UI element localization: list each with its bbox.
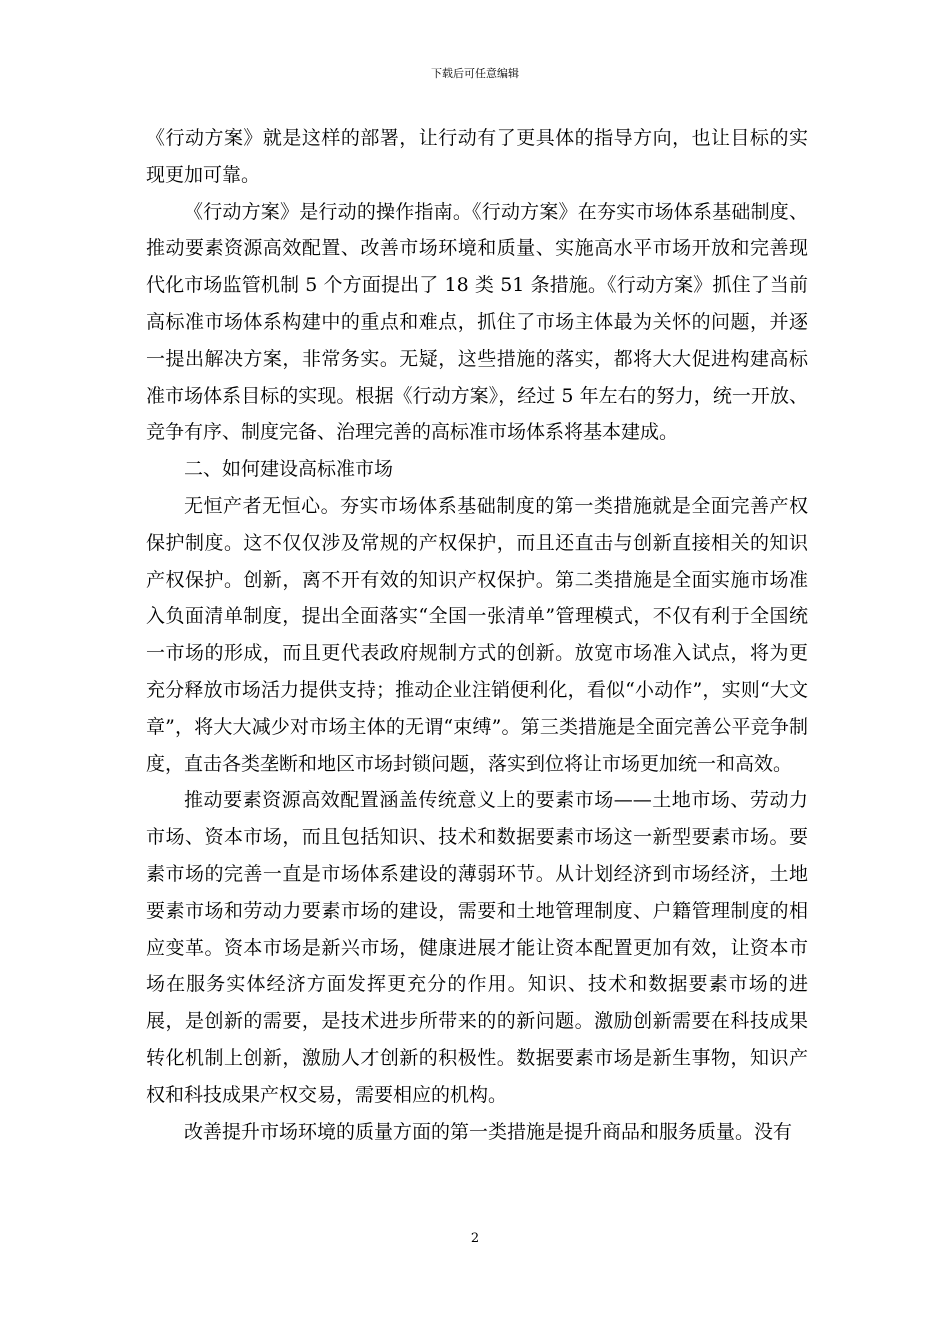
page-header: 下载后可任意编辑 [431,67,519,80]
page-number: 2 [470,1231,480,1246]
paragraph-2: 《行动方案》是行动的操作指南。《行动方案》在夯实市场体系基础制度、推动要素资源高效配置、改善市场环境和质量、实施高水平市场开放和完善现代化市场监管机制 5 个方面提出了 18 类 51 条措施。《行动方案》抓住了当前高标准市场体系构建中的重点和难点，抓住了市场主体最为关怀的问题，并逐一提出解决方案，非常务实。无疑，这些措施的落实，都将大大促进构建高标准市场体系目标的实现。根据《行动方案》，经过 5 年左右的努力，统一开放、竞争有序、制度完备、治理完善的高标准市场体系将基本建成。 [146,200,808,444]
paragraph-3: 无恒产者无恒心。夯实市场体系基础制度的第一类措施就是全面完善产权保护制度。这不仅仅涉及常规的产权保护，而且还直击与创新直接相关的知识产权保护。创新，离不开有效的知识产权保护。第二类措施是全面实施市场准入负面清单制度，提出全面落实“全国一张清单”管理模式，不仅有利于全国统一市场的形成，而且更代表政府规制方式的创新。放宽市场准入试点，将为更充分释放市场活力提供支持；推动企业注销便利化，看似“小动作”，实则“大文章”，将大大减少对市场主体的无谓“束缚”。第三类措施是全面完善公平竞争制度，直击各类垄断和地区市场封锁问题，落实到位将让市场更加统一和高效。 [146,494,808,775]
section-heading: 二、如何建设高标准市场 [184,458,394,481]
paragraph-4: 推动要素资源高效配置涵盖传统意义上的要素市场——土地市场、劳动力市场、资本市场，而且包括知识、技术和数据要素市场这一新型要素市场。要素市场的完善一直是市场体系建设的薄弱环节。从计划经济到市场经济，土地要素市场和劳动力要素市场的建设，需要和土地管理制度、户籍管理制度的相应变革。资本市场是新兴市场，健康进展才能让资本配置更加有效，让资本市场在服务实体经济方面发挥更充分的作用。知识、技术和数据要素市场的进展，是创新的需要，是技术进步所带来的的新问题。激励创新需要在科技成果转化机制上创新，激励人才创新的积极性。数据要素市场是新生事物，知识产权和科技成果产权交易，需要相应的机构。 [146,789,808,1106]
paragraph-5: 改善提升市场环境的质量方面的第一类措施是提升商品和服务质量。没有 [184,1120,793,1143]
document-body [146,120,808,1150]
paragraph-1: 《行动方案》就是这样的部署，让行动有了更具体的指导方向，也让目标的实现更加可靠。 [146,127,808,186]
